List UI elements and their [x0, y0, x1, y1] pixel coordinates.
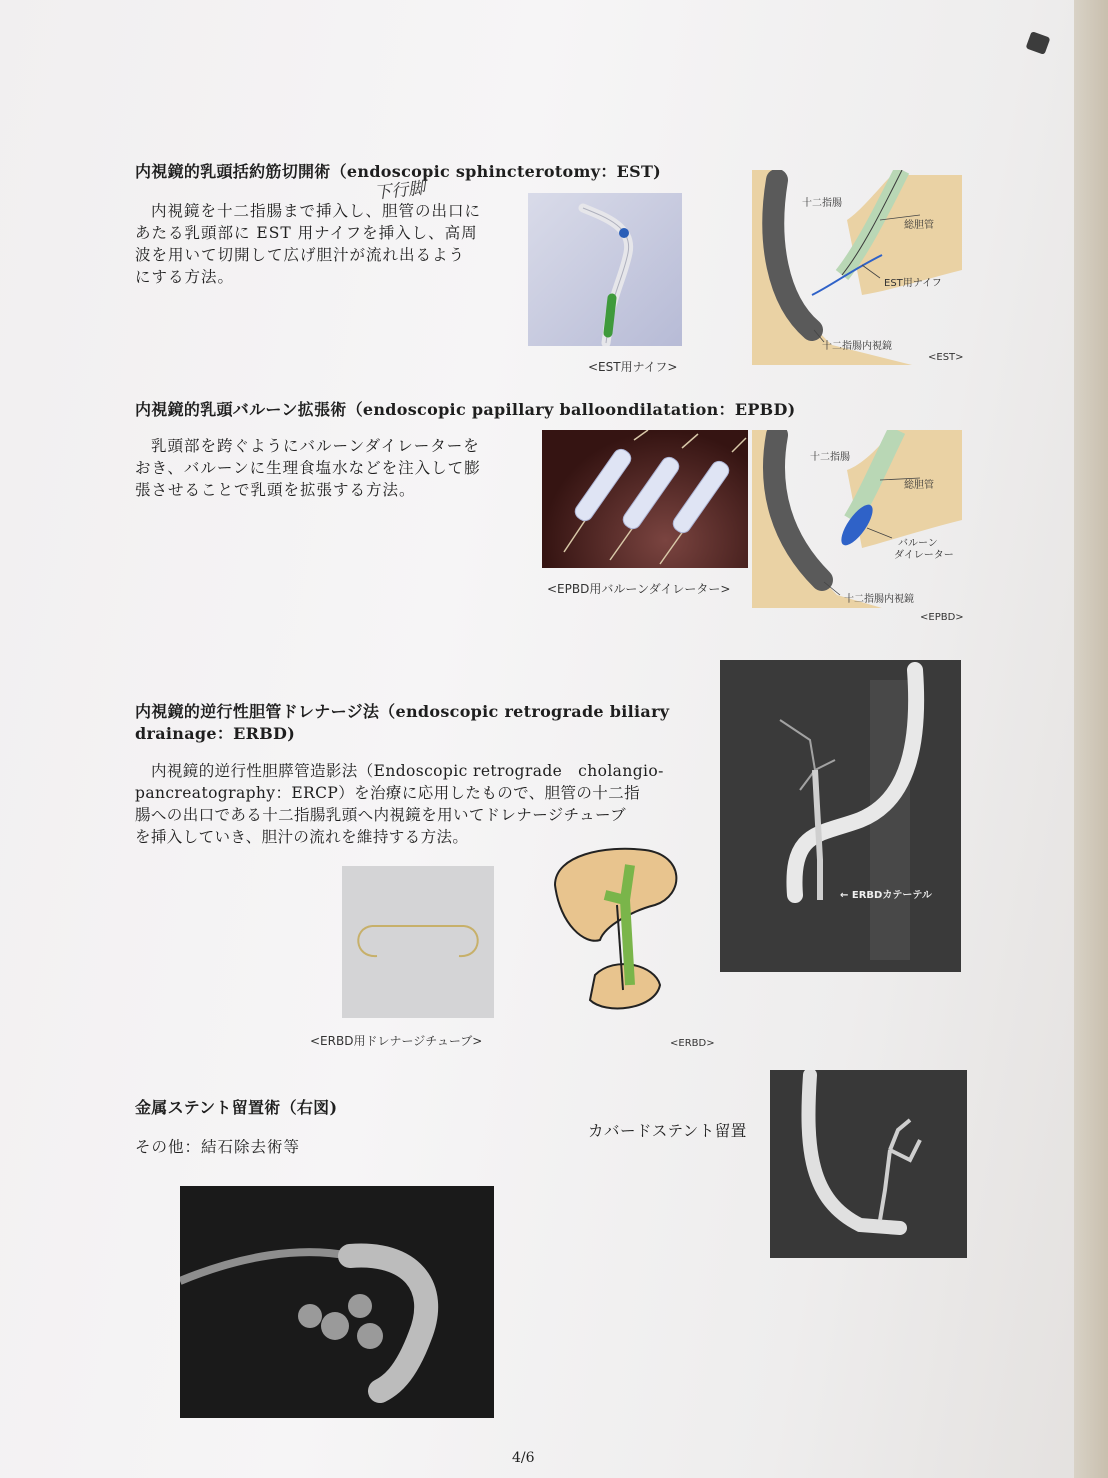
- other-methods-text: その他：結石除去術等: [135, 1138, 301, 1156]
- label-dilator: ダイレーター: [894, 550, 954, 561]
- epbd-line: おき、バルーンに生理食塩水などを注入して膨: [135, 459, 481, 477]
- label-duodenoscope: 十二指腸内視鏡: [844, 594, 914, 605]
- est-line: にする方法。: [135, 268, 235, 286]
- est-diagram-caption: <EST>: [928, 352, 964, 363]
- erbd-line: 腸への出口である十二指腸乳頭へ内視鏡を用いてドレナージチューブ: [135, 806, 627, 824]
- stent-heading: 金属ステント留置術（右図): [135, 1098, 338, 1117]
- est-knife-photo: [528, 193, 682, 346]
- epbd-paragraph: [135, 435, 535, 501]
- est-line: 内視鏡を十二指腸まで挿入し、胆管の出口に: [151, 202, 482, 220]
- label-bile-duct: 総胆管: [904, 480, 934, 491]
- est-line: 波を用いて切開して広げ胆汁が流れ出るよう: [135, 246, 466, 264]
- erbd-line: pancreatography：ERCP）を治療に応用したもので、胆管の十二指: [135, 784, 641, 802]
- erbd-diagram: [545, 845, 690, 1020]
- erbd-heading-line-2: drainage：ERBD): [135, 724, 296, 743]
- erbd-paragraph: [135, 760, 710, 848]
- est-heading: 内視鏡的乳頭括約筋切開術（endoscopic sphincterotomy：EST): [135, 162, 662, 181]
- erbd-heading-line-1: 内視鏡的逆行性胆管ドレナージ法（endoscopic retrograde biliary: [135, 702, 670, 721]
- epbd-line: 乳頭部を跨ぐようにバルーンダイレーターを: [151, 437, 480, 455]
- label-duodenum: 十二指腸: [802, 198, 842, 209]
- est-photo-caption: <EST用ナイフ>: [588, 360, 678, 374]
- est-paragraph: [135, 200, 525, 288]
- label-duodenum: 十二指腸: [810, 452, 850, 463]
- label-balloon: バルーン: [898, 538, 938, 549]
- est-line: あたる乳頭部に EST 用ナイフを挿入し、高周: [135, 224, 478, 242]
- est-diagram: [752, 170, 962, 365]
- epbd-heading: 内視鏡的乳頭バルーン拡張術（endoscopic papillary balloondilatation：EPBD): [135, 400, 796, 419]
- epbd-diagram: [752, 430, 962, 608]
- erbd-xray-image: [720, 660, 961, 972]
- label-bile-duct: 総胆管: [904, 220, 934, 231]
- metal-stent-xray: [180, 1186, 494, 1418]
- epbd-balloon-photo: [542, 430, 748, 568]
- label-est-knife: EST用ナイフ: [884, 278, 942, 289]
- covered-stent-label: カバードステント留置: [588, 1122, 747, 1140]
- epbd-photo-caption: <EPBD用バルーンダイレーター>: [547, 582, 731, 596]
- erbd-tube-caption: <ERBD用ドレナージチューブ>: [310, 1034, 483, 1048]
- covered-stent-xray: [770, 1070, 967, 1258]
- erbd-catheter-label: ← ERBDカテーテル: [840, 890, 932, 901]
- paper-stack-edge: [1074, 0, 1108, 1478]
- epbd-line: 張させることで乳頭を拡張する方法。: [135, 481, 416, 499]
- erbd-line: 内視鏡的逆行性胆膵管造影法（Endoscopic retrograde cholangio-: [151, 762, 664, 780]
- page-number: 4/6: [512, 1450, 535, 1466]
- label-duodenoscope: 十二指腸内視鏡: [822, 341, 892, 352]
- epbd-diagram-caption: <EPBD>: [920, 612, 964, 623]
- erbd-diagram-caption: <ERBD>: [670, 1038, 715, 1049]
- erbd-line: を挿入していき、胆汁の流れを維持する方法。: [135, 828, 469, 846]
- handwritten-note: 下行脚: [373, 178, 427, 204]
- erbd-tube-photo: [342, 866, 494, 1018]
